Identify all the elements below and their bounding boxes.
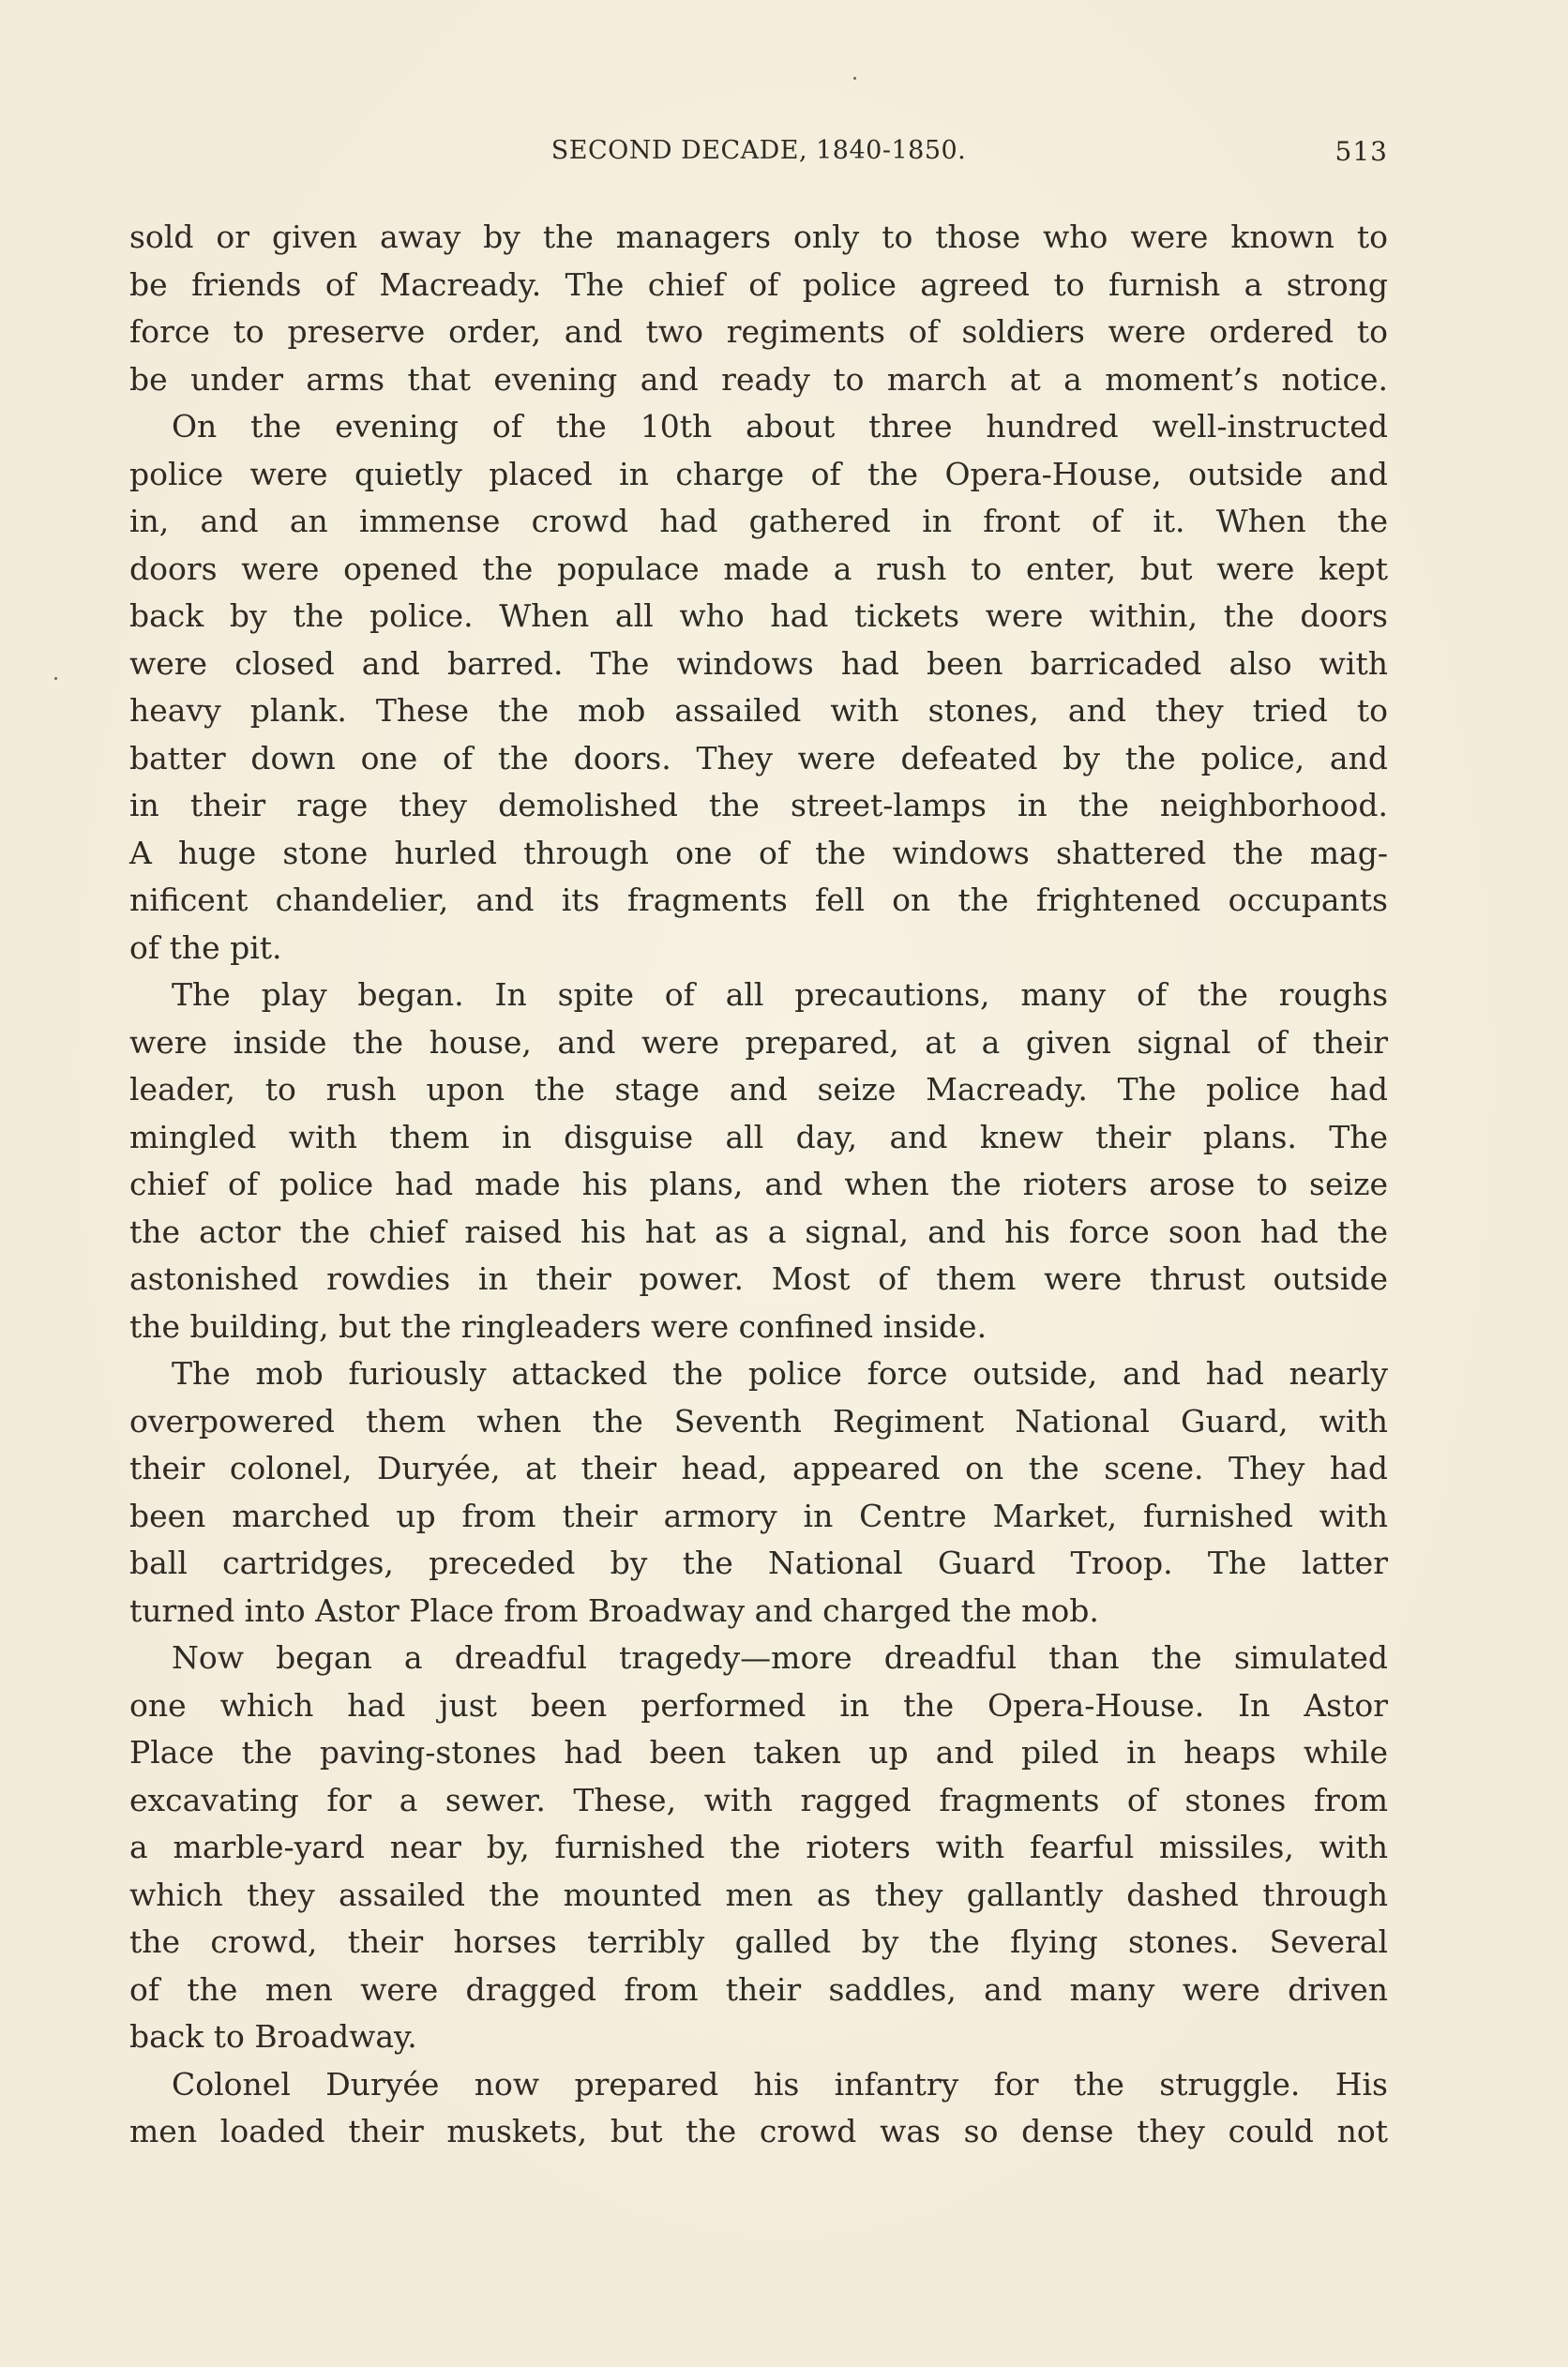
text-line: The play began. In spite of all precautions, many of the roughs — [172, 976, 1388, 1013]
text-line: one which had just been performed in the Opera-House. In Astor — [129, 1686, 1388, 1724]
text-line: astonished rowdies in their power. Most of them were thrust outside — [129, 1260, 1388, 1297]
text-line: leader, to rush upon the stage and seize Macready. The police had — [129, 1071, 1388, 1108]
text-line: back to Broadway. — [129, 2018, 417, 2055]
text-line: The mob furiously attacked the police force outside, and had nearly — [172, 1355, 1388, 1392]
page-number: 513 — [1334, 136, 1388, 167]
text-line: be friends of Macready. The chief of police agreed to furnish a strong — [129, 265, 1388, 303]
ink-speck — [853, 77, 856, 80]
text-line: their colonel, Duryée, at their head, appeared on the scene. They had — [129, 1450, 1388, 1486]
text-line: which they assailed the mounted men as they gallantly dashed through — [129, 1876, 1388, 1913]
text-line: back by the police. When all who had tickets were within, the doors — [129, 597, 1388, 634]
text-line: turned into Astor Place from Broadway and charged the mob. — [129, 1591, 1099, 1629]
text-line: heavy plank. These the mob assailed with stones, and they tried to — [129, 692, 1388, 729]
text-line: a marble-yard near by, furnished the rioters with fearful missiles, with — [129, 1829, 1388, 1865]
text-line: A huge stone hurled through one of the windows shattered the mag- — [129, 834, 1388, 871]
text-line: ball cartridges, preceded by the National Guard Troop. The latter — [129, 1545, 1388, 1581]
text-line: were closed and barred. The windows had been barricaded also with — [129, 644, 1388, 682]
text-line: in their rage they demolished the street-lamps in the neighborhood. — [129, 787, 1388, 823]
text-line: be under arms that evening and ready to march at a moment’s notice. — [129, 360, 1388, 398]
text-line: Colonel Duryée now prepared his infantry for the struggle. His — [172, 2065, 1388, 2103]
text-line: chief of police had made his plans, and when the rioters arose to seize — [129, 1166, 1388, 1202]
text-line: Place the paving-stones had been taken up and piled in heaps while — [129, 1734, 1388, 1771]
text-line: Now began a dreadful tragedy—more dreadful than the simulated — [172, 1639, 1388, 1676]
text-line: police were quietly placed in charge of the Opera-House, outside and — [129, 455, 1388, 492]
text-line: nificent chandelier, and its fragments fell on the frightened occupants — [129, 882, 1388, 918]
text-line: the crowd, their horses terribly galled by the flying stones. Several — [129, 1923, 1388, 1960]
text-line: excavating for a sewer. These, with ragged fragments of stones from — [129, 1781, 1388, 1818]
text-line: were inside the house, and were prepared, at a given signal of their — [129, 1023, 1388, 1061]
running-title: SECOND DECADE, 1840-1850. — [550, 136, 967, 165]
text-line: the building, but the ringleaders were confined inside. — [129, 1307, 988, 1345]
ink-speck — [54, 677, 57, 680]
text-line: in, and an immense crowd had gathered in front of it. When the — [129, 503, 1388, 539]
text-line: force to preserve order, and two regiments of soldiers were ordered to — [129, 313, 1388, 350]
text-line: sold or given away by the managers only to those who were known to — [129, 219, 1388, 255]
text-line: been marched up from their armory in Centre Market, furnished with — [129, 1497, 1388, 1534]
text-line: of the men were dragged from their saddles, and many were driven — [129, 1970, 1388, 2008]
text-line: On the evening of the 10th about three hundred well-instructed — [172, 408, 1388, 445]
text-line: men loaded their muskets, but the crowd was so dense they could not — [129, 2113, 1388, 2149]
running-header — [129, 136, 1388, 173]
text-line: of the pit. — [129, 928, 282, 966]
text-line: the actor the chief raised his hat as a signal, and his force soon had the — [129, 1213, 1388, 1250]
text-line: batter down one of the doors. They were defeated by the police, and — [129, 739, 1388, 776]
text-line: overpowered them when the Seventh Regiment National Guard, with — [129, 1402, 1388, 1440]
text-line: doors were opened the populace made a rush to enter, but were kept — [129, 550, 1388, 587]
text-line: mingled with them in disguise all day, and knew their plans. The — [129, 1118, 1388, 1155]
body-text — [129, 214, 1388, 2156]
